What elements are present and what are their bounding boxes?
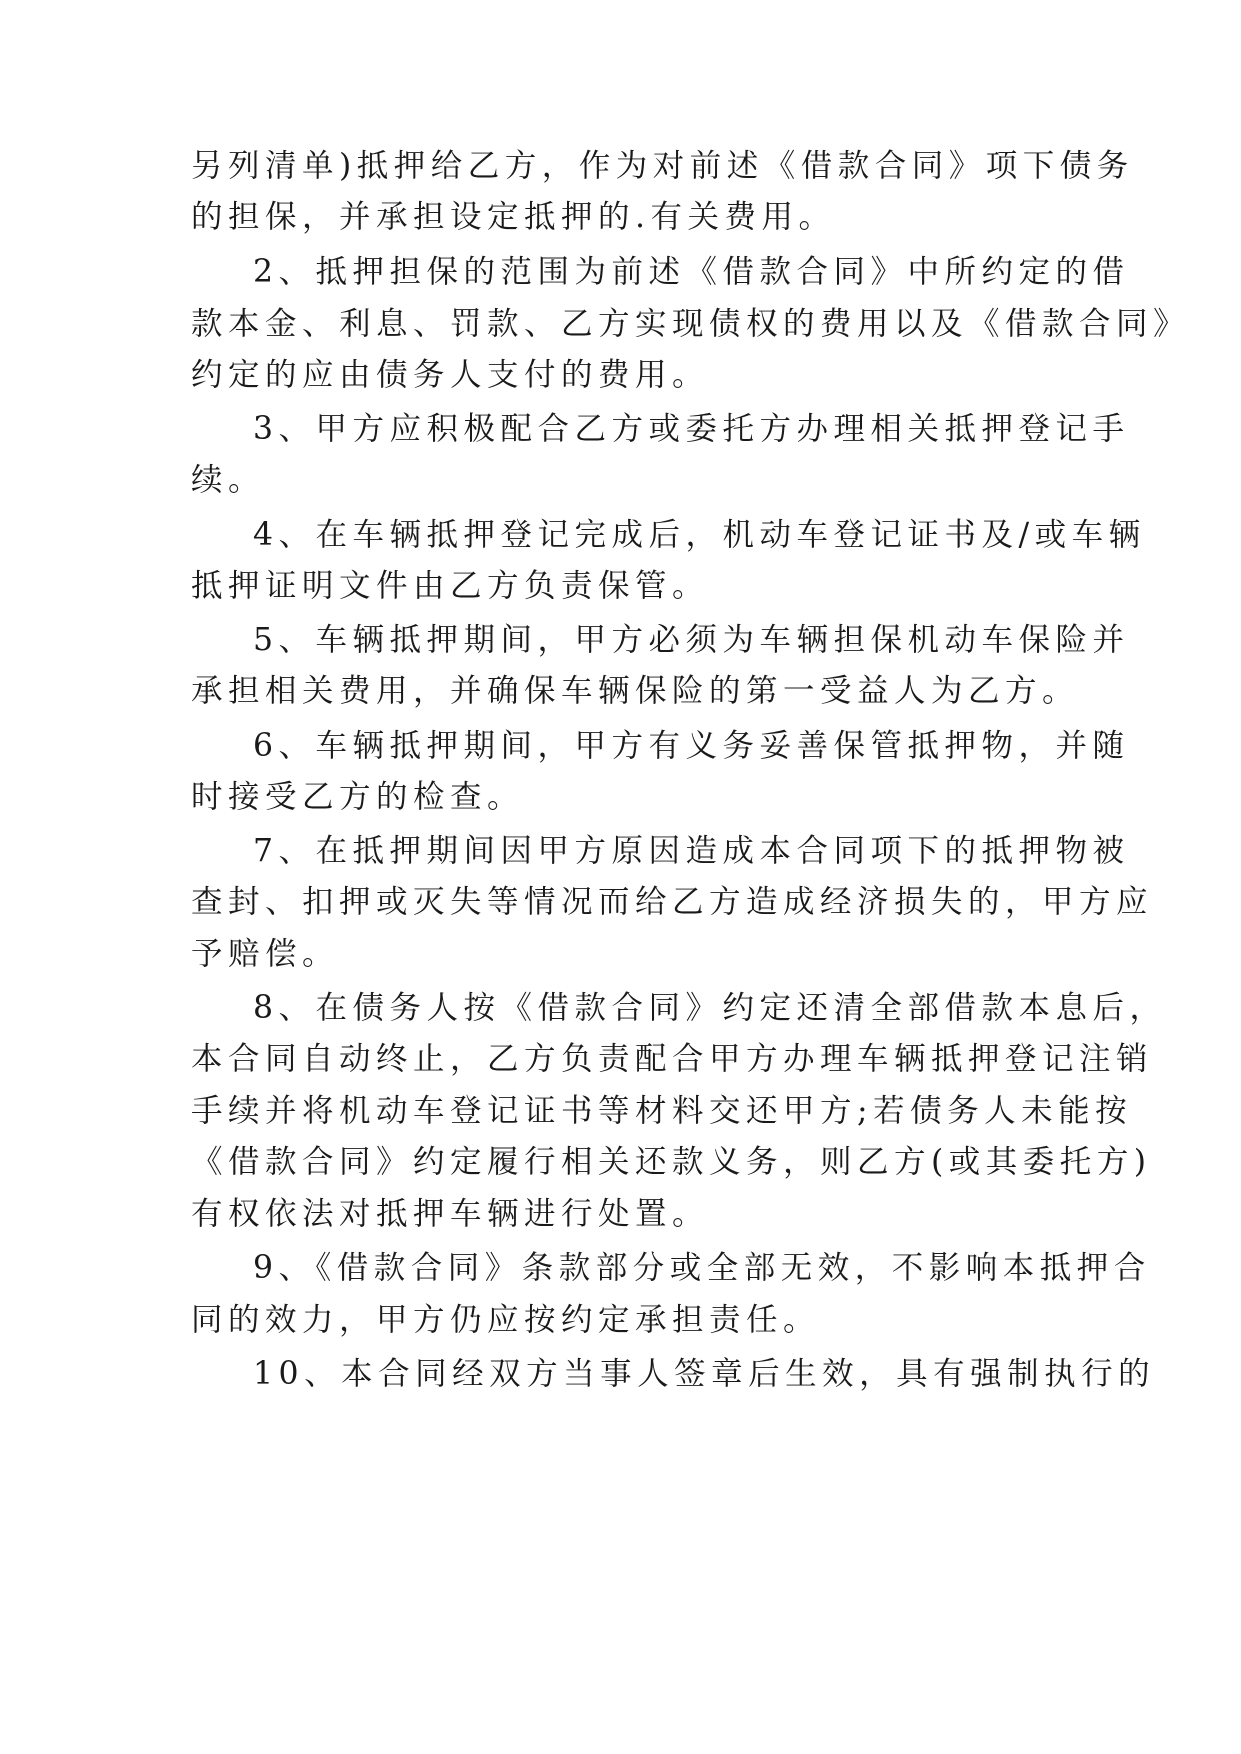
text-line: 约定的应由债务人支付的费用。 <box>191 357 710 393</box>
text-line: 4、在车辆抵押登记完成后，机动车登记证书及/或车辆 <box>253 517 1146 553</box>
text-line: 承担相关费用，并确保车辆保险的第一受益人为乙方。 <box>191 673 1080 709</box>
text-line: 续。 <box>191 462 266 498</box>
text-line: 查封、扣押或灭失等情况而给乙方造成经济损失的，甲方应 <box>191 884 1154 920</box>
text-line: 2、抵押担保的范围为前述《借款合同》中所约定的借 <box>253 254 1130 290</box>
text-line: 同的效力，甲方仍应按约定承担责任。 <box>191 1302 821 1338</box>
text-line: 本合同自动终止，乙方负责配合甲方办理车辆抵押登记注销 <box>191 1041 1154 1077</box>
text-line: 7、在抵押期间因甲方原因造成本合同项下的抵押物被 <box>253 833 1130 869</box>
text-line: 《借款合同》约定履行相关还款义务，则乙方(或其委托方) <box>191 1144 1152 1180</box>
text-line: 的担保，并承担设定抵押的.有关费用。 <box>191 199 836 235</box>
text-line: 款本金、利息、罚款、乙方实现债权的费用以及《借款合同》 <box>191 306 1191 342</box>
text-line: 6、车辆抵押期间，甲方有义务妥善保管抵押物，并随 <box>253 728 1130 764</box>
text-line: 抵押证明文件由乙方负责保管。 <box>191 568 710 604</box>
text-line: 时接受乙方的检查。 <box>191 779 525 815</box>
text-line: 10、本合同经双方当事人签章后生效，具有强制执行的 <box>253 1356 1156 1392</box>
text-line: 8、在债务人按《借款合同》约定还清全部借款本息后， <box>253 990 1167 1026</box>
text-line: 有权依法对抵押车辆进行处置。 <box>191 1196 710 1232</box>
text-line: 另列清单)抵押给乙方，作为对前述《借款合同》项下债务 <box>191 148 1134 184</box>
text-line: 9、《借款合同》条款部分或全部无效，不影响本抵押合 <box>253 1250 1151 1286</box>
text-line: 予赔偿。 <box>191 936 340 972</box>
text-line: 3、甲方应积极配合乙方或委托方办理相关抵押登记手 <box>253 411 1130 447</box>
text-line: 手续并将机动车登记证书等材料交还甲方;若债务人未能按 <box>191 1093 1133 1129</box>
text-line: 5、车辆抵押期间，甲方必须为车辆担保机动车保险并 <box>253 622 1130 658</box>
